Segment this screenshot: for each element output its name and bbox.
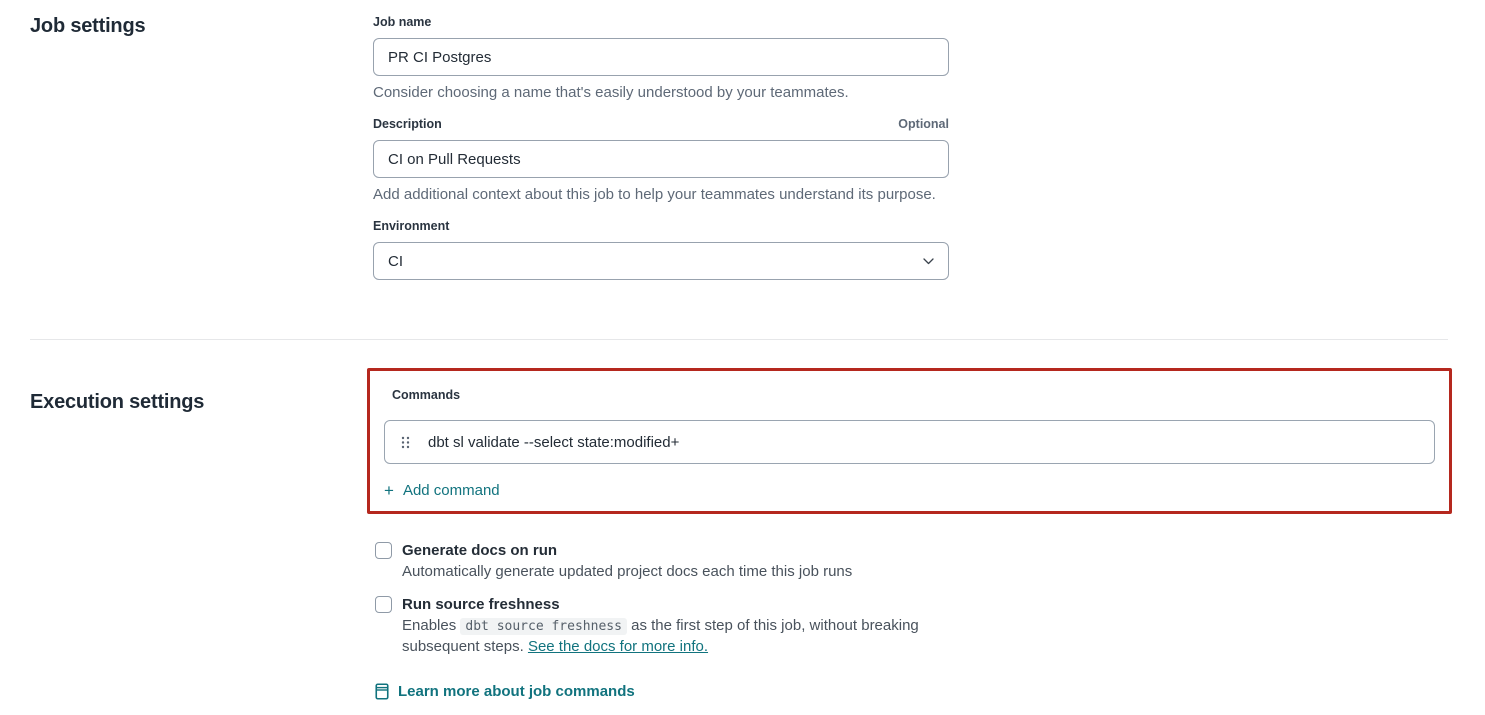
source-freshness-description [402,616,942,657]
job-settings-form [373,15,1450,295]
description-label: Description [373,117,442,131]
description-help: Add additional context about this job to help your teammates understand its purpose. [373,186,936,203]
description-field [373,117,949,204]
command-row[interactable] [384,420,1435,464]
add-command-button[interactable] [384,480,500,500]
environment-field [373,219,949,280]
freshness-desc-suffix: as the first step of this job, without breaking subsequent steps. [402,616,919,655]
environment-selected-value: CI [388,252,403,270]
source-freshness-texts [402,595,942,657]
optional-badge: Optional [898,117,949,131]
environment-select[interactable] [373,242,949,280]
generate-docs-checkbox[interactable] [375,542,392,559]
plus-icon: + [384,480,394,500]
generate-docs-texts [402,541,852,582]
book-icon [375,683,389,700]
job-settings-section [0,0,1485,295]
freshness-desc-prefix: Enables [402,616,457,634]
environment-label: Environment [373,219,450,233]
job-name-field [373,15,949,102]
description-label-row [373,117,949,131]
command-text: dbt sl validate --select state:modified+ [428,433,680,451]
learn-more-link[interactable] [375,683,635,700]
generate-docs-group [375,541,1450,582]
execution-settings-section [0,340,1485,705]
job-name-label: Job name [373,15,432,29]
source-freshness-checkbox[interactable] [375,596,392,613]
commands-highlight-box [367,368,1452,514]
source-freshness-group [375,595,1450,657]
job-name-help: Consider choosing a name that's easily understood by your teammates. [373,84,849,101]
learn-more-label: Learn more about job commands [398,682,635,700]
job-name-input[interactable] [373,38,949,76]
drag-handle-icon[interactable] [401,436,410,449]
execution-settings-heading-col [30,368,373,705]
see-docs-link[interactable]: See the docs for more info. [527,637,709,655]
source-freshness-label[interactable]: Run source freshness [402,595,560,613]
execution-settings-heading: Execution settings [30,391,205,413]
execution-settings-form [373,368,1450,705]
freshness-code-snippet: dbt source freshness [460,618,627,635]
generate-docs-label[interactable]: Generate docs on run [402,541,558,559]
job-settings-heading: Job settings [30,15,146,37]
job-name-label-row [373,15,949,29]
environment-label-row [373,219,949,233]
chevron-down-icon [923,258,934,265]
add-command-label: Add command [402,481,500,499]
commands-label: Commands [392,388,461,402]
job-settings-heading-col [30,15,373,295]
description-input[interactable] [373,140,949,178]
generate-docs-description: Automatically generate updated project docs each time this job runs [402,562,853,580]
